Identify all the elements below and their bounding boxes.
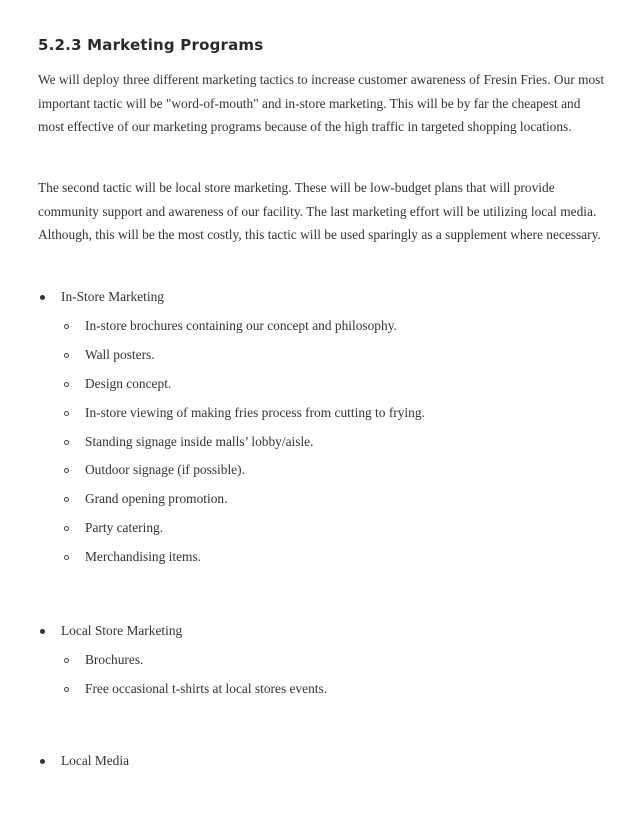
- circle-bullet-icon: [64, 353, 69, 358]
- list-item-label: In-store viewing of making fries process from cutting to frying.: [85, 405, 425, 420]
- circle-bullet-icon: [64, 468, 69, 473]
- list-item-label: Grand opening promotion.: [85, 491, 228, 506]
- bullet-label: Local Media: [61, 753, 130, 768]
- list-item-label: Wall posters.: [85, 347, 155, 362]
- list-item-label: Party catering.: [85, 520, 164, 535]
- list-item-label: Merchandising items.: [85, 549, 202, 564]
- circle-bullet-icon: [64, 555, 69, 560]
- circle-bullet-icon: [64, 440, 69, 445]
- paragraph-second-tactic: The second tactic will be local store marketing. These will be low-budget plans that will provide community support and awareness of our facility. The last marketing effort will be utilizing local media. Although, this will be the most costly, this tactic will be used sparingly as a supplement where necessary.: [38, 180, 601, 242]
- circle-bullet-icon: [64, 382, 69, 387]
- section-heading: 5.2.3 Marketing Programs: [38, 36, 264, 54]
- circle-bullet-icon: [64, 411, 69, 416]
- bullet-dot-icon: [40, 759, 45, 764]
- list-item-label: Brochures.: [85, 652, 144, 667]
- list-item-label: Free occasional t-shirts at local stores events.: [85, 681, 328, 696]
- bullet-dot-icon: [40, 629, 45, 634]
- list-item-label: Design concept.: [85, 376, 172, 391]
- bullet-label: In-Store Marketing: [61, 289, 165, 304]
- paragraph-marketing-tactics: We will deploy three different marketing tactics to increase customer awareness of Fresin Fries. Our most important tactic will be "word-of-mouth" and in-store marketing. This will be by far the cheapest and most effective of our marketing programs because of the high traffic in targeted shopping locations.: [38, 72, 605, 134]
- circle-bullet-icon: [64, 324, 69, 329]
- list-item-label: Outdoor signage (if possible).: [85, 462, 245, 477]
- list-item-label: Standing signage inside malls’ lobby/aisle.: [85, 434, 314, 449]
- list-item-label: In-store brochures containing our concept and philosophy.: [85, 318, 397, 333]
- circle-bullet-icon: [64, 497, 69, 502]
- bullet-dot-icon: [40, 295, 45, 300]
- circle-bullet-icon: [64, 687, 69, 692]
- circle-bullet-icon: [64, 526, 69, 531]
- circle-bullet-icon: [64, 658, 69, 663]
- bullet-label: Local Store Marketing: [61, 623, 183, 638]
